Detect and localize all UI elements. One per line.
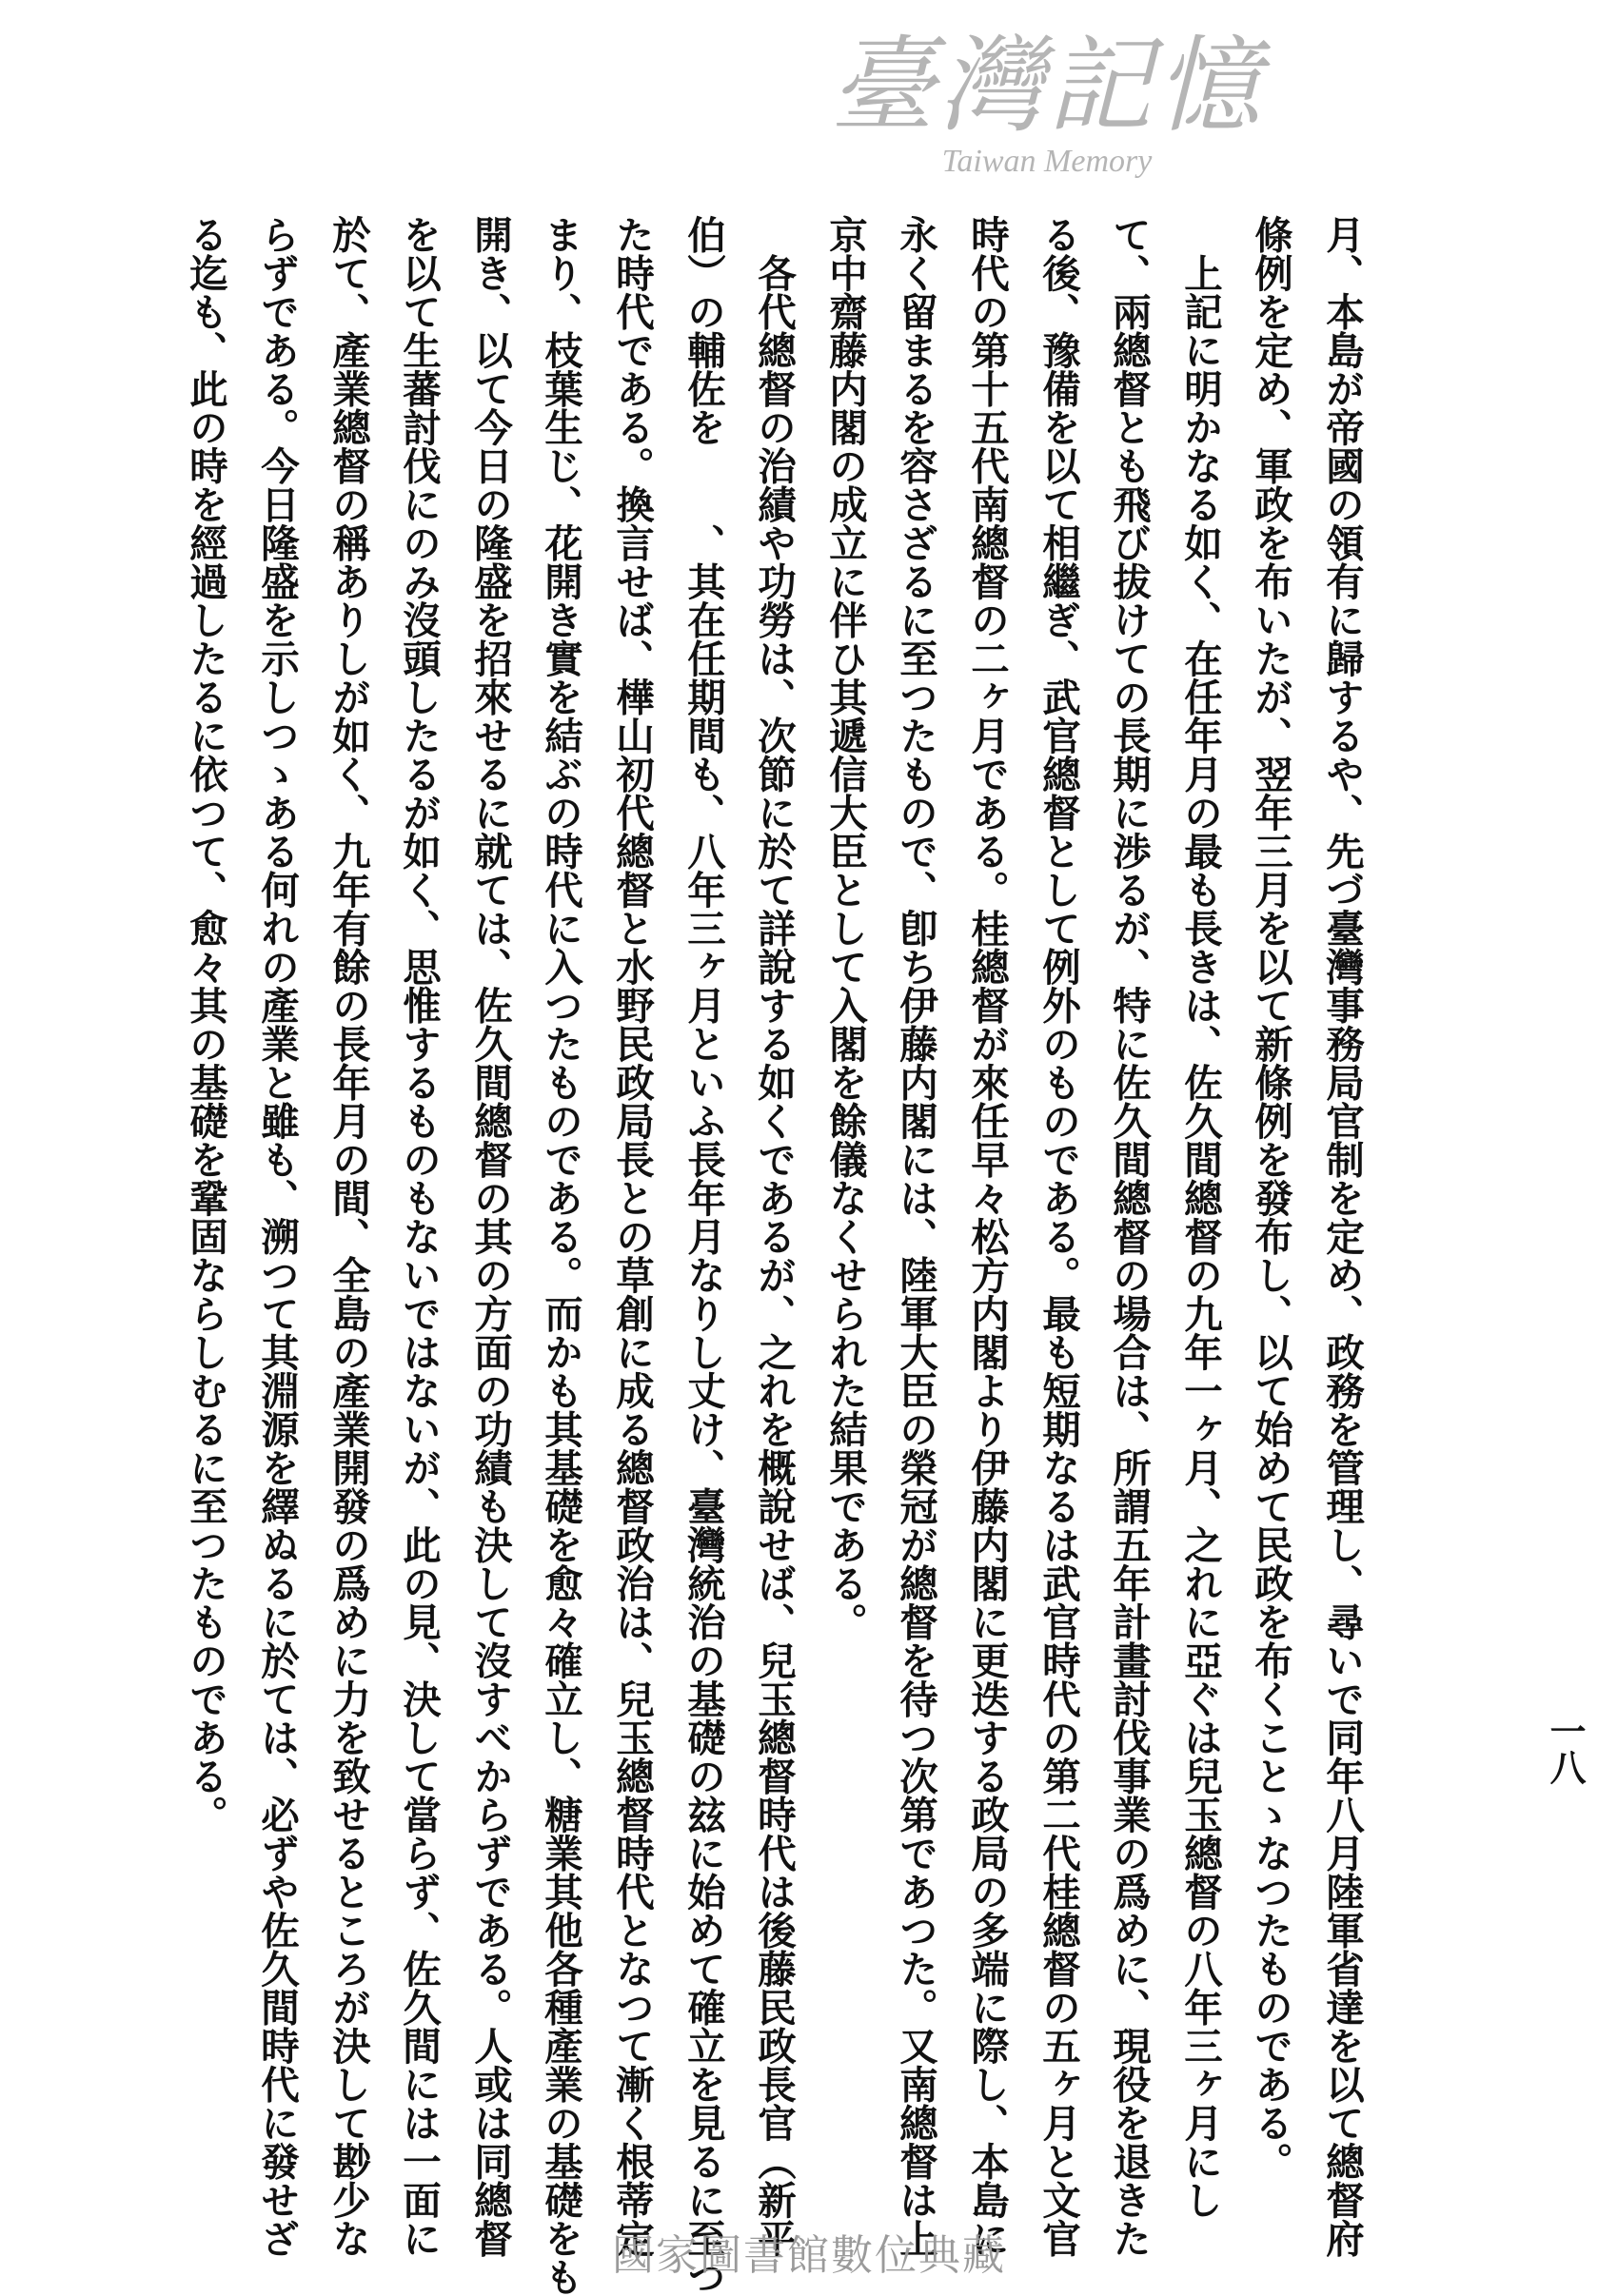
text-column: 月、本島が帝國の領有に歸するや、先づ臺灣事務局官制を定め、政務を管理し、尋いで同年八月陸軍省達を以て總督府 (1319, 215, 1365, 2258)
text-column: 上記に明かなる如く、在任年月の最も長きは、佐久間總督の九年一ヶ月、之れに亞ぐは兒玉總督の八年三ヶ月にし (1177, 215, 1223, 2219)
text-column: 京中齋藤内閣の成立に伴ひ其遞信大臣として入閣を餘儀なくせられた結果である。 (822, 215, 868, 1641)
text-column: 永く留まるを容さざるに至つたもので、卽ち伊藤内閣には、陸軍大臣の榮冠が總督を待つ次第であつた。又南總督は上 (893, 215, 938, 2258)
text-column: 於て、產業總督の稱ありしが如く、九年有餘の長年月の間、全島の產業開發の爲めに力を致せるところが決して尠少な (326, 215, 371, 2258)
text-column: 伯）の輔佐を 、其在任期間も、八年三ヶ月といふ長年月なりし丈け、臺灣統治の基礎の玆に始めて確立を見るに至つ (681, 215, 726, 2296)
text-column: る後、豫備を以て相繼ぎ、武官總督として例外のものである。最も短期なるは武官時代の第二代桂總督の五ヶ月と文官 (1036, 215, 1081, 2258)
text-column: る迄も、此の時を經過したるに依つて、愈々其の基礎を鞏固ならしむるに至つたものである。 (183, 215, 228, 1834)
watermark-subtitle: Taiwan Memory (941, 144, 1153, 179)
text-column: 條例を定め、軍政を布いたが、翌年三月を以て新條例を發布し、以て始めて民政を布くことゝなつたものである。 (1248, 215, 1293, 2181)
text-column: まり、枝葉生じ、花開き實を結ぶの時代に入つたものである。而かも其基礎を愈々確立し、糖業其他各種產業の基礎をも (538, 215, 583, 2296)
watermark-logo-text: 臺灣記憶 (830, 25, 1264, 147)
text-column: た時代である。換言せば、樺山初代總督と水野民政局長との草創に成る總督政治は、兒玉總督時代となつて漸く根蒂定 (609, 215, 655, 2258)
watermark (809, 25, 1285, 181)
text-column: 各代總督の治績や功勞は、次節に於て詳說する如くであるが、之れを概說せば、兒玉總督時代は後藤民政長官（新平 (751, 215, 797, 2258)
page-number: 一八 (1544, 1713, 1587, 1785)
text-column: 開き、以て今日の隆盛を招來せるに就ては、佐久間總督の其の方面の功績も決して沒すべからずである。人或は同總督 (467, 215, 513, 2258)
footer-credit: 國家圖書館數位典藏 (612, 2231, 1006, 2280)
text-column: 時代の第十五代南總督の二ヶ月である。桂總督が來任早々松方内閣より伊藤内閣に更迭する政局の多端に際し、本島に (964, 215, 1010, 2258)
text-column: らずである。今日隆盛を示しつゝある何れの產業と雖も、溯つて其淵源を繹ぬるに於ては、必ずや佐久間時代に發せざ (254, 215, 300, 2258)
text-column: を以て生蕃討伐にのみ沒頭したるが如く、思惟するものもないではないが、此の見、決して當らず、佐久間には一面に (396, 215, 442, 2258)
text-column: て、兩總督とも飛び拔けての長期に渉るが、特に佐久間總督の場合は、所謂五年計畫討伐事業の爲めに、現役を退きた (1106, 215, 1152, 2258)
